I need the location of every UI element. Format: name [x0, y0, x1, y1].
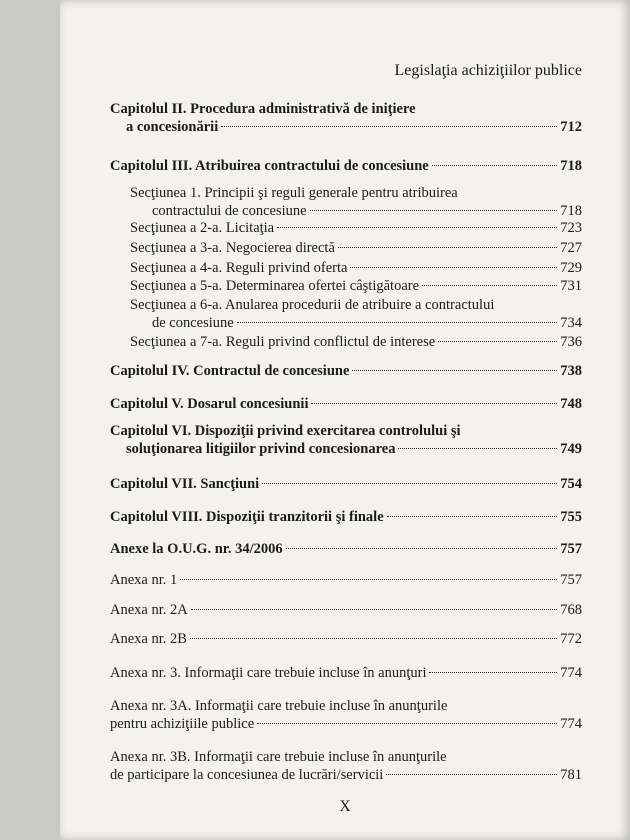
toc-entry-title: Secţiunea a 3-a. Negocierea directă: [130, 240, 335, 256]
toc-entry: [110, 508, 582, 526]
toc-page-number: 768: [560, 602, 582, 618]
toc-entry-title: de participare la concesiunea de lucrări/servicii: [110, 767, 384, 783]
dot-leader: [180, 579, 557, 580]
toc-entry: [110, 664, 582, 682]
dot-leader: [237, 322, 558, 323]
toc-entry: [110, 748, 582, 784]
toc-entry: [110, 540, 582, 558]
toc-entry: [110, 184, 582, 220]
dot-leader: [350, 267, 557, 268]
toc-entry-title: Capitolul V. Dosarul concesiunii: [110, 396, 309, 412]
toc-entry: [110, 259, 582, 277]
toc-entry-title: a concesionării: [126, 119, 219, 135]
dot-leader: [386, 774, 557, 775]
toc-entry: [110, 100, 582, 136]
toc-page-number: 727: [560, 240, 582, 256]
toc-page-number: 718: [560, 203, 582, 219]
toc-page-number: 757: [560, 541, 582, 557]
dot-leader: [311, 403, 557, 404]
dot-leader: [438, 341, 557, 342]
toc-entry: [110, 475, 582, 493]
toc-page-number: 723: [560, 220, 582, 236]
toc-page-number: 755: [560, 509, 582, 525]
toc-entry-title: Anexa nr. 1: [110, 572, 178, 588]
toc-entry-row: [110, 540, 582, 558]
toc-entry: [110, 362, 582, 380]
toc-entry: [110, 422, 582, 458]
dot-leader: [387, 516, 558, 517]
toc-entry-row: [130, 239, 582, 257]
toc-entry: [110, 157, 582, 175]
toc-page-number: 712: [560, 119, 582, 135]
toc-entry-title: soluţionarea litigiilor privind concesionarea: [126, 441, 396, 457]
running-header: Legislaţia achiziţiilor publice: [394, 62, 582, 79]
dot-leader: [310, 210, 558, 211]
toc-entry-title: Anexa nr. 2A: [110, 602, 188, 618]
toc-entry-title: Anexa nr. 3. Informaţii care trebuie incluse în anunţuri: [110, 665, 427, 681]
toc-entry-title: contractului de concesiune: [152, 203, 307, 219]
toc-page-number: 734: [560, 315, 582, 331]
toc-entry-row: [110, 440, 582, 458]
toc-entry-row: [110, 475, 582, 493]
toc-entry-title: Secţiunea a 2-a. Licitaţia: [130, 220, 275, 236]
toc-entry-row: [130, 333, 582, 351]
toc-entry-row: [110, 157, 582, 175]
toc-entry: [110, 296, 582, 332]
dot-leader: [429, 672, 557, 673]
toc-page-number: 781: [560, 767, 582, 783]
toc-page-number: 774: [560, 665, 582, 681]
dot-leader: [286, 548, 558, 549]
toc-entry-title: Capitolul III. Atribuirea contractului de concesiune: [110, 158, 429, 174]
toc-entry-title-line: Capitolul II. Procedura administrativă de iniţiere: [110, 101, 416, 117]
toc-entry-row: [110, 362, 582, 380]
toc-entry-row: [130, 314, 582, 332]
toc-entry: [110, 601, 582, 619]
toc-entry-title-line: Secţiunea 1. Principii şi reguli generale pentru atribuirea: [130, 185, 458, 201]
toc-page-number: 736: [560, 334, 582, 350]
toc-entry-title-line: Anexa nr. 3B. Informaţii care trebuie incluse în anunţurile: [110, 749, 447, 765]
toc-entry: [110, 395, 582, 413]
toc-entry-title-line: Capitolul VI. Dispoziţii privind exercitarea controlului şi: [110, 423, 461, 439]
toc-entry: [110, 277, 582, 295]
toc-entry-title: Anexe la O.U.G. nr. 34/2006: [110, 541, 283, 557]
toc-page-number: 718: [560, 158, 582, 174]
toc-entry: [110, 219, 582, 237]
toc-entry-title: pentru achiziţiile publice: [110, 716, 255, 732]
toc-page-number: 757: [560, 572, 582, 588]
toc-entry-row: [110, 508, 582, 526]
toc-entry-title: Secţiunea a 5-a. Determinarea ofertei câştigătoare: [130, 278, 420, 294]
toc-page-number: 774: [560, 716, 582, 732]
toc-entry-row: [110, 766, 582, 784]
dot-leader: [277, 227, 557, 228]
dot-leader: [338, 247, 557, 248]
toc-entry-row: [110, 664, 582, 682]
toc-entry-row: [110, 571, 582, 589]
toc-entry: [110, 697, 582, 733]
toc-entry-title: Anexa nr. 2B: [110, 631, 187, 647]
toc-entry-row: [130, 277, 582, 295]
toc-entry-title-line: Anexa nr. 3A. Informaţii care trebuie incluse în anunţurile: [110, 698, 448, 714]
toc-entry-title: Secţiunea a 7-a. Reguli privind conflictul de interese: [130, 334, 436, 350]
dot-leader: [262, 483, 557, 484]
toc-entry-row: [130, 219, 582, 237]
dot-leader: [422, 285, 557, 286]
toc-entry-title: Capitolul VIII. Dispoziţii tranzitorii şi finale: [110, 509, 384, 525]
dot-leader: [221, 126, 557, 127]
toc-entry: [110, 333, 582, 351]
toc-entry-title: Secţiunea a 4-a. Reguli privind oferta: [130, 260, 348, 276]
toc-entry-title: Capitolul IV. Contractul de concesiune: [110, 363, 350, 379]
toc-entry-row: [110, 118, 582, 136]
page-number: X: [339, 798, 351, 815]
toc-entry: [110, 630, 582, 648]
toc-entry-row: [110, 630, 582, 648]
toc-entry: [110, 571, 582, 589]
toc-page-number: 772: [560, 631, 582, 647]
toc-page-number: 738: [560, 363, 582, 379]
toc-entry-title: de concesiune: [152, 315, 234, 331]
toc-page-number: 731: [560, 278, 582, 294]
dot-leader: [191, 609, 558, 610]
toc-page-number: 748: [560, 396, 582, 412]
toc-page-number: 729: [560, 260, 582, 276]
toc-entry-title: Capitolul VII. Sancţiuni: [110, 476, 260, 492]
toc-entry-row: [110, 601, 582, 619]
toc-entry: [110, 239, 582, 257]
toc-entry-row: [130, 202, 582, 220]
dot-leader: [398, 448, 557, 449]
toc-entry-row: [130, 259, 582, 277]
dot-leader: [352, 370, 557, 371]
toc-page-number: 749: [560, 441, 582, 457]
toc-entry-row: [110, 715, 582, 733]
toc-page-number: 754: [560, 476, 582, 492]
dot-leader: [190, 638, 557, 639]
toc-entry-row: [110, 395, 582, 413]
toc-entry-title-line: Secţiunea a 6-a. Anularea procedurii de atribuire a contractului: [130, 297, 495, 313]
book-page: [60, 0, 630, 840]
dot-leader: [432, 165, 558, 166]
dot-leader: [257, 723, 557, 724]
